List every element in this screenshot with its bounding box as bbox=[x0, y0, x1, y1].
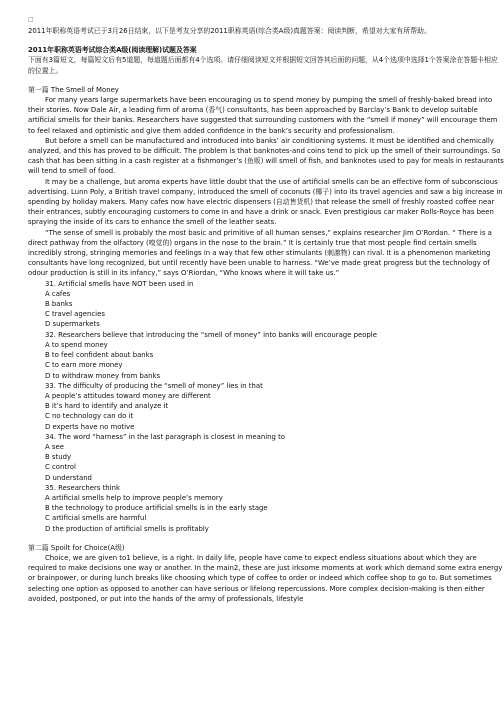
question-stem: 35. Researchers think bbox=[45, 483, 120, 492]
question-option: D supermarkets bbox=[45, 320, 100, 329]
question-stem: 34. The word “harness” in the last paragraph is closest in meaning to bbox=[45, 432, 286, 441]
passage2-paragraph: Choice, we are given to1 believe, is a right. In daily life, people have come to expect endless situations about which they are required to make decisions one way or another. In the main2, these are just irksome moments at work which demand some extra energy or brainpower, or during lunch breaks like choosing which type of coffee to order or indeed which coffee shop to go to. But sometimes selecting one option as opposed to another can have serious or lifelong repercussions. More complex decision-making is then either avoided, postponed, or put into the hands of the army of professionals, lifestyle bbox=[28, 553, 503, 603]
question-stem: 33. The difficulty of producing the “smell of money” lies in that bbox=[45, 381, 263, 390]
question-option: A people’s attitudes toward money are different bbox=[45, 391, 211, 400]
question-option: D understand bbox=[45, 473, 92, 482]
question-option: C control bbox=[45, 463, 76, 472]
question-option: B the technology to produce artificial smells is in the early stage bbox=[45, 504, 268, 513]
passage1-title: 第一篇 The Smell of Money bbox=[28, 85, 119, 94]
section-title: 2011年职称英语考试综合类A级(阅读理解)试题及答案 bbox=[28, 46, 197, 55]
question-option: A see bbox=[45, 442, 64, 451]
passage1-paragraph: For many years large supermarkets have been encouraging us to spend money by pumping the smell of freshly-baked bread into their stories. Now Dale Air, a leading firm of aroma (香气) consultants, has been approached by Barclay’s Bank to develop suitable artificial smells for their banks. Researchers have suggested that surrounding customers with the “smell if money” will encourage them to feel relaxed and optimistic and give them added confidence in the bank’s security and professionalism. bbox=[28, 96, 498, 135]
question-option: B to feel confident about banks bbox=[45, 351, 154, 360]
question-option: C artificial smells are harmful bbox=[45, 514, 147, 523]
question-option: A cafes bbox=[45, 289, 71, 298]
intro-text: 2011年职称英语考试已于3月26日结束，以下是考友分享的2011职称英语(综合类A级)真题答案：阅读判断，希望对大家有所帮助。 bbox=[28, 27, 431, 35]
question-option: B banks bbox=[45, 300, 73, 309]
question-option: B study bbox=[45, 453, 72, 462]
question-option: D the production of artificial smells is profitably bbox=[45, 524, 209, 533]
section-instructions: 下面有3篇短文，每篇短文后有5道题，每道题后面都有4个选项。请仔细阅读短文并根据短文回答其后面的问题，从4个选项中选择1个答案涂在答题卡相应的位置上。 bbox=[28, 56, 498, 75]
question-stem: 31. Artificial smells have NOT been used in bbox=[45, 279, 194, 288]
question-option: C to earn more money bbox=[45, 361, 123, 370]
passage1-paragraph: But before a smell can be manufactured and introduced into banks’ air conditioning systems. It must be identified and chemically analyzed, and this has proved to be difficult. The problem is that banknotes-and coins tend to pick up the smell of their surroundings. So cash that has been sitting in a cash register at a fishmonger’s (鱼贩) will smell of fish, and banknotes used to pay for meals in restaurants will tend to smell of food. bbox=[28, 136, 504, 176]
top-mark: □ bbox=[28, 16, 34, 23]
question-stem: 32. Researchers believe that introducing the “smell of money” into banks will encourage people bbox=[45, 330, 377, 339]
question-option: A artificial smells help to improve people’s memory bbox=[45, 493, 223, 502]
question-option: D experts have no motive bbox=[45, 422, 135, 431]
question-option: A to spend money bbox=[45, 340, 108, 349]
passage1-paragraph: It may be a challenge, but aroma experts have little doubt that the use of artificial smells can be an effective form of subconscious advertising. Lunn Poly, a British travel company, introduced the smell of coconuts (椰子) into its travel agencies and saw a big increase in spending by holiday makers. Many cafes now have electric dispensers (自动售货机) that release the smell of freshly roasted coffee near their entrances, subtly encouraging customers to come in and have a drink or snack. Even prestigious car maker Rolls-Royce has been spraying the inside of its cars to enhance the smell of the leather seats. bbox=[28, 177, 503, 227]
question-option: D to withdraw money from banks bbox=[45, 371, 161, 380]
question-option: C travel agencies bbox=[45, 310, 105, 319]
question-list bbox=[28, 279, 504, 534]
question-option: B it’s hard to identify and analyze it bbox=[45, 402, 169, 411]
question-option: C no technology can do it bbox=[45, 412, 134, 421]
passage2-title: 第二篇 Spoilt for Choice(A级) bbox=[28, 543, 125, 552]
passage1-paragraph: “The sense of smell is probably the most basic and primitive of all human senses,” explains researcher Jim O’Rordan. “ There is a direct pathway from the olfactory (嗅觉的) organs in the nose to the brain.” It is certainly true that most people find certain smells incredibly strong, stringing memories and feelings in a way that few other stimulants (刺激物) can rival. It is a phenomenon marketing consultants have long recognized, but until recently have been unable to harness. “We’ve made great progress but the technology of odour production is still in its infancy,” says O’Riordan, “Who knows where it will take us.” bbox=[28, 228, 492, 278]
